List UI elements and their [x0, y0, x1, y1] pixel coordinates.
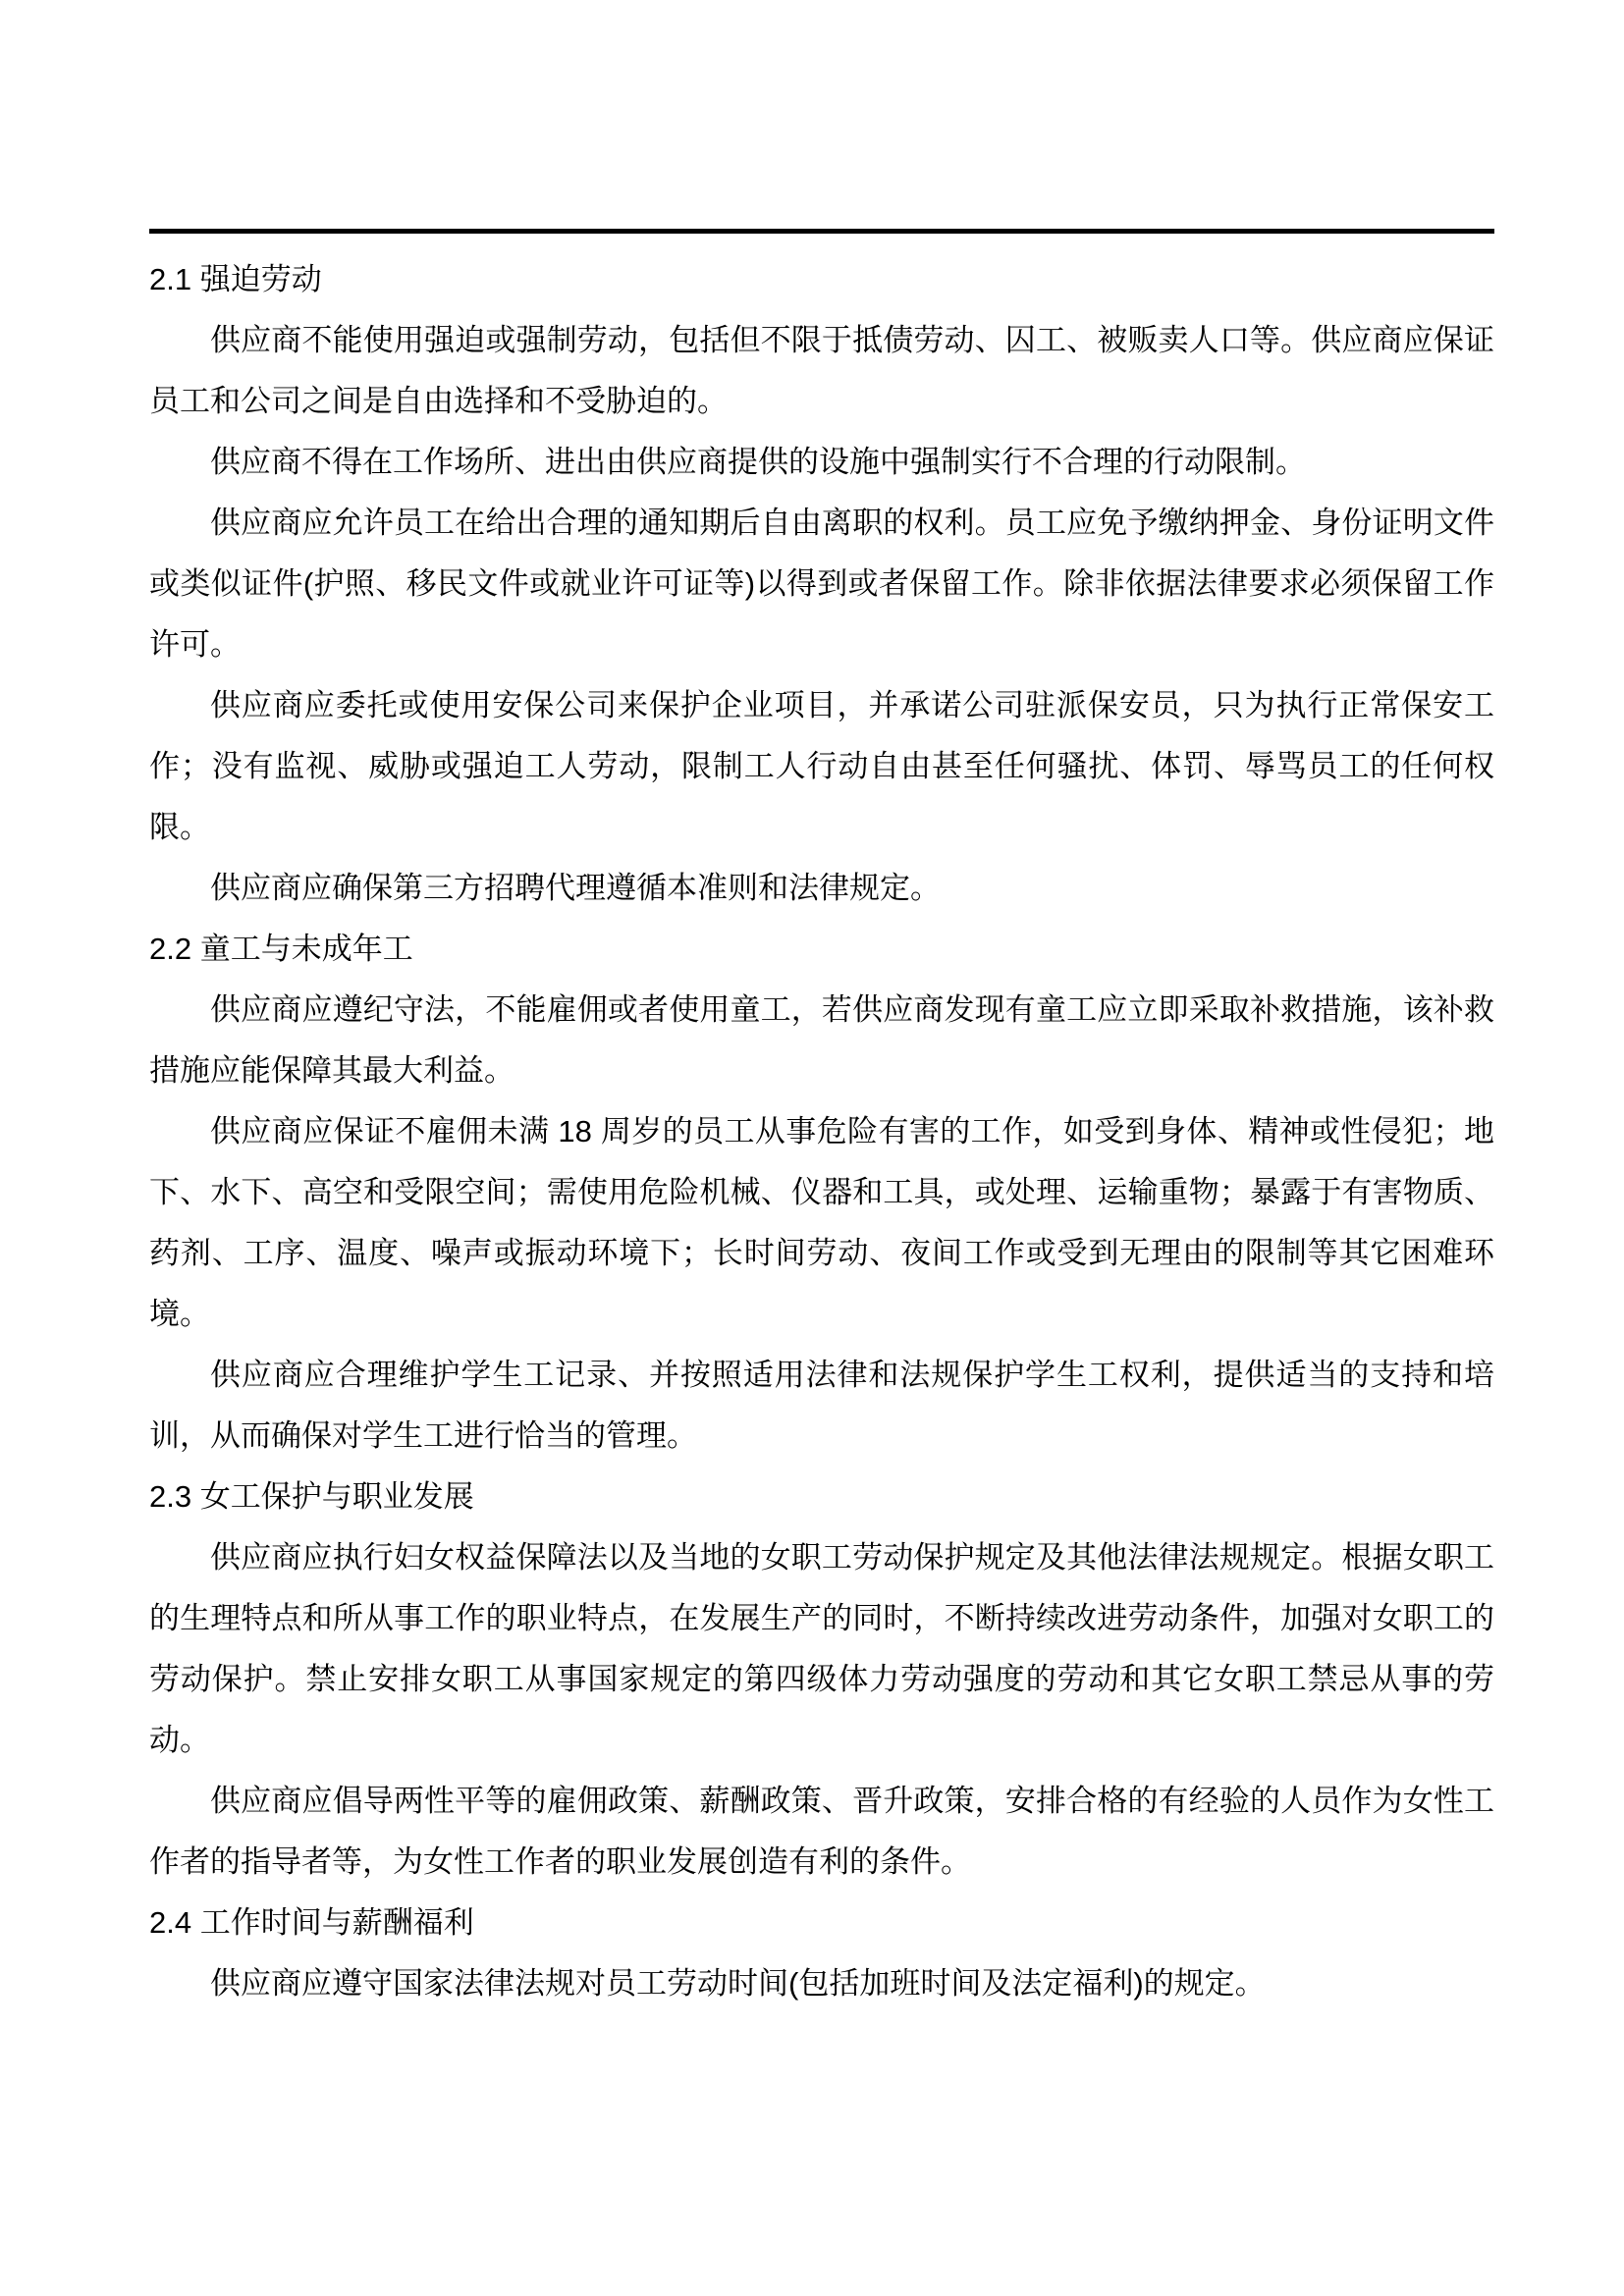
section-heading-2-2: 2.2 童工与未成年工 — [149, 932, 413, 966]
paragraph: 供应商应确保第三方招聘代理遵循本准则和法律规定。 — [210, 871, 941, 905]
paragraph: 供应商不得在工作场所、进出由供应商提供的设施中强制实行不合理的行动限制。 — [210, 445, 1306, 479]
section-forced-labor — [149, 249, 1494, 919]
document-content — [149, 249, 1494, 2014]
section-working-hours-compensation — [149, 1893, 1494, 2014]
section-heading-2-4: 2.4 工作时间与薪酬福利 — [149, 1905, 474, 1940]
paragraph: 供应商应倡导两性平等的雇佣政策、薪酬政策、晋升政策，安排合格的有经验的人员作为女性工作者的指导者等，为女性工作者的职业发展创造有利的条件。 — [149, 1784, 1494, 1879]
paragraph: 供应商应遵纪守法，不能雇佣或者使用童工，若供应商发现有童工应立即采取补救措施，该补救措施应能保障其最大利益。 — [149, 992, 1494, 1088]
paragraph: 供应商不能使用强迫或强制劳动，包括但不限于抵债劳动、囚工、被贩卖人口等。供应商应保证员工和公司之间是自由选择和不受胁迫的。 — [149, 323, 1494, 418]
paragraph: 供应商应合理维护学生工记录、并按照适用法律和法规保护学生工权利，提供适当的支持和培训，从而确保对学生工进行恰当的管理。 — [149, 1358, 1494, 1453]
paragraph: 供应商应允许员工在给出合理的通知期后自由离职的权利。员工应免予缴纳押金、身份证明文件或类似证件(护照、移民文件或就业许可证等)以得到或者保留工作。除非依据法律要求必须保留工作许可。 — [149, 506, 1494, 662]
paragraph: 供应商应遵守国家法律法规对员工劳动时间(包括加班时间及法定福利)的规定。 — [210, 1966, 1266, 2001]
paragraph: 供应商应保证不雇佣未满 18 周岁的员工从事危险有害的工作，如受到身体、精神或性侵犯；地下、水下、高空和受限空间；需使用危险机械、仪器和工具，或处理、运输重物；暴露于有害物质、药剂、工序、温度、噪声或振动环境下；长时间劳动、夜间工作或受到无理由的限制等其它困难环境。 — [149, 1114, 1494, 1331]
paragraph: 供应商应执行妇女权益保障法以及当地的女职工劳动保护规定及其他法律法规规定。根据女职工的生理特点和所从事工作的职业特点，在发展生产的同时，不断持续改进劳动条件，加强对女职工的劳动保护。禁止安排女职工从事国家规定的第四级体力劳动强度的劳动和其它女职工禁忌从事的劳动。 — [149, 1540, 1494, 1757]
section-heading-2-1: 2.1 强迫劳动 — [149, 262, 322, 296]
section-heading-2-3: 2.3 女工保护与职业发展 — [149, 1479, 474, 1514]
header-divider-rule — [149, 229, 1494, 234]
paragraph: 供应商应委托或使用安保公司来保护企业项目，并承诺公司驻派保安员，只为执行正常保安工作；没有监视、威胁或强迫工人劳动，限制工人行动自由甚至任何骚扰、体罚、辱骂员工的任何权限。 — [149, 688, 1494, 844]
section-female-worker-protection — [149, 1467, 1494, 1893]
section-child-labor — [149, 919, 1494, 1467]
